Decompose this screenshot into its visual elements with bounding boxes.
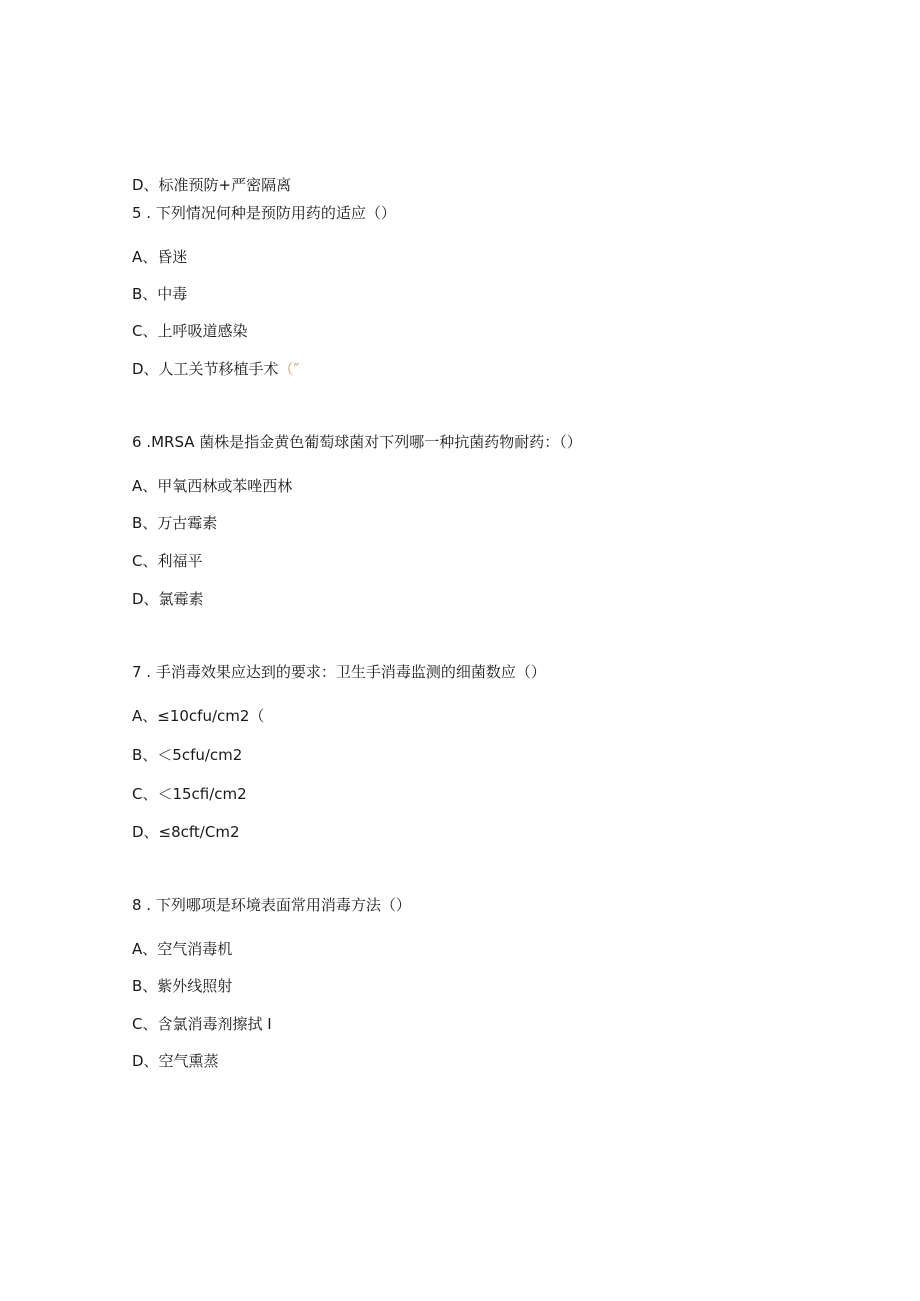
question-6-option-d: D、氯霉素 [132,590,204,608]
question-8-stem: 8 . 下列哪项是环境表面常用消毒方法（） [132,896,411,914]
question-7-stem: 7 . 手消毒效果应达到的要求：卫生手消毒监测的细菌数应（） [132,663,546,681]
question-5-option-d [132,359,299,379]
question-5-option-c: C、上呼吸道感染 [132,322,248,340]
question-6-option-b: B、万古霉素 [132,514,218,532]
question-7-option-b: B、＜5cfu∕cm2 [132,746,243,764]
question-6-option-c: C、利福平 [132,552,203,570]
question-5-option-d-text: D、人工关节移植手术 [132,360,279,378]
question-5-stem: 5 . 下列情况何种是预防用药的适应（） [132,204,396,222]
question-8-option-a: A、空气消毒机 [132,940,233,958]
question-5-option-b: B、中毒 [132,285,188,303]
prev-question-option-d: D、标准预防+严密隔离 [132,176,292,194]
question-8-option-d: D、空气熏蒸 [132,1052,219,1070]
question-6-option-a: A、甲氧西林或苯唑西林 [132,477,293,495]
question-8-option-b: B、紫外线照射 [132,977,233,995]
question-6-stem: 6 .MRSA 菌株是指金黄色葡萄球菌对下列哪一种抗菌药物耐药：（） [132,433,582,451]
question-7-option-c: C、＜15cfi∕cm2 [132,785,247,803]
question-5-option-a: A、昏迷 [132,248,188,266]
question-7-option-d: D、≤8cft∕Cm2 [132,823,240,841]
question-8-option-c: C、含氯消毒剂擦拭 I [132,1015,272,1033]
question-5-answer-mark: （″ [278,360,300,378]
question-7-option-a: A、≤10cfu∕cm2（ [132,707,265,725]
